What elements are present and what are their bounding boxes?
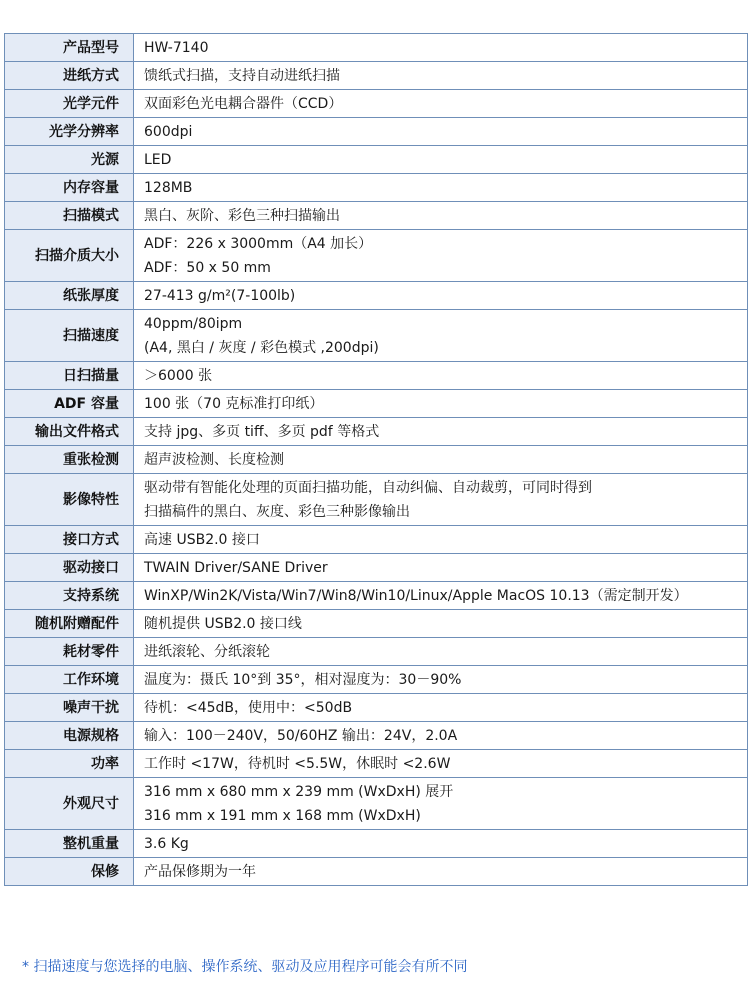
spec-label: 光源 [5,146,134,174]
spec-label: 随机附赠配件 [5,610,134,638]
spec-label: 整机重量 [5,830,134,858]
spec-row [5,310,748,362]
spec-value-line: 产品保修期为一年 [144,863,256,880]
spec-row [5,526,748,554]
spec-label: 光学元件 [5,90,134,118]
spec-row [5,174,748,202]
spec-value-line: (A4, 黑白 / 灰度 / 彩色模式 ,200dpi) [144,339,379,356]
spec-value-line: LED [144,151,172,168]
spec-value [134,610,748,638]
spec-row [5,230,748,282]
spec-label: 扫描速度 [5,310,134,362]
spec-table-body [5,34,748,886]
spec-value-line: 3.6 Kg [144,835,189,852]
spec-value-line: 进纸滚轮、分纸滚轮 [144,643,270,660]
spec-label: 扫描介质大小 [5,230,134,282]
spec-value [134,638,748,666]
spec-row [5,282,748,310]
spec-value [134,118,748,146]
spec-row [5,666,748,694]
spec-value-line: 工作时 <17W，待机时 <5.5W，休眠时 <2.6W [144,755,451,772]
spec-value-line: ＞6000 张 [144,367,213,384]
spec-label: 接口方式 [5,526,134,554]
spec-row [5,446,748,474]
spec-row [5,610,748,638]
spec-value-line: ADF：226 x 3000mm（A4 加长） [144,235,373,252]
spec-value [134,750,748,778]
spec-row [5,390,748,418]
spec-value-line: 600dpi [144,123,193,140]
spec-value-line: 双面彩色光电耦合器件（CCD） [144,95,343,112]
spec-label: 输出文件格式 [5,418,134,446]
spec-label: 纸张厚度 [5,282,134,310]
spec-row [5,722,748,750]
spec-row [5,146,748,174]
spec-label: 扫描模式 [5,202,134,230]
spec-value-line: TWAIN Driver/SANE Driver [144,559,328,576]
spec-label: 日扫描量 [5,362,134,390]
spec-value-line: HW-7140 [144,39,209,56]
spec-value-line: 100 张（70 克标准打印纸） [144,395,324,412]
spec-value [134,390,748,418]
spec-row [5,90,748,118]
spec-value-line: 支持 jpg、多页 tiff、多页 pdf 等格式 [144,423,380,440]
spec-value [134,694,748,722]
spec-value [134,230,748,282]
spec-row [5,418,748,446]
spec-value-line: 随机提供 USB2.0 接口线 [144,615,302,632]
spec-label: 电源规格 [5,722,134,750]
spec-row [5,750,748,778]
spec-value-line: 输入：100－240V，50/60HZ 输出：24V，2.0A [144,727,458,744]
spec-label: 噪声干扰 [5,694,134,722]
spec-value [134,34,748,62]
spec-label: 外观尺寸 [5,778,134,830]
spec-label: 光学分辨率 [5,118,134,146]
spec-label: 重张检测 [5,446,134,474]
spec-row [5,118,748,146]
spec-row [5,830,748,858]
spec-row [5,34,748,62]
spec-value-line: 27-413 g/m²(7-100lb) [144,287,296,304]
spec-value-line: WinXP/Win2K/Vista/Win7/Win8/Win10/Linux/Apple MacOS 10.13（需定制开发） [144,587,688,604]
spec-value [134,282,748,310]
spec-label: 功率 [5,750,134,778]
spec-label: 内存容量 [5,174,134,202]
spec-label: 工作环境 [5,666,134,694]
spec-value-line: 40ppm/80ipm [144,315,243,332]
spec-label: ADF 容量 [5,390,134,418]
spec-value-line: 馈纸式扫描，支持自动进纸扫描 [144,67,340,84]
spec-value-line: 黑白、灰阶、彩色三种扫描输出 [144,207,340,224]
spec-row [5,778,748,830]
spec-value [134,418,748,446]
spec-value [134,778,748,830]
spec-label: 驱动接口 [5,554,134,582]
spec-value [134,310,748,362]
spec-value-line: ADF：50 x 50 mm [144,259,271,276]
spec-row [5,638,748,666]
spec-value [134,474,748,526]
spec-value [134,582,748,610]
spec-value [134,90,748,118]
spec-value-line: 温度为：摄氏 10°到 35°，相对湿度为：30－90% [144,671,462,688]
spec-row [5,362,748,390]
spec-value [134,62,748,90]
spec-value [134,202,748,230]
footnote: * 扫描速度与您选择的电脑、操作系统、驱动及应用程序可能会有所不同 [22,959,468,975]
spec-label: 产品型号 [5,34,134,62]
spec-row [5,858,748,886]
spec-value-line: 驱动带有智能化处理的页面扫描功能，自动纠偏、自动裁剪，可同时得到 [144,479,592,496]
spec-label: 支持系统 [5,582,134,610]
spec-label: 影像特性 [5,474,134,526]
spec-value-line: 128MB [144,179,193,196]
spec-label: 进纸方式 [5,62,134,90]
spec-value [134,554,748,582]
spec-row [5,474,748,526]
spec-value-line: 316 mm x 191 mm x 168 mm (WxDxH) [144,807,421,824]
spec-value [134,666,748,694]
spec-value [134,174,748,202]
spec-label: 保修 [5,858,134,886]
spec-value [134,830,748,858]
spec-row [5,694,748,722]
spec-row [5,62,748,90]
spec-value-line: 316 mm x 680 mm x 239 mm (WxDxH) 展开 [144,783,454,800]
spec-table [4,33,748,886]
spec-value [134,362,748,390]
spec-label: 耗材零件 [5,638,134,666]
spec-value [134,526,748,554]
spec-value [134,722,748,750]
spec-value-line: 超声波检测、长度检测 [144,451,284,468]
spec-value-line: 待机：<45dB，使用中：<50dB [144,699,353,716]
spec-row [5,554,748,582]
spec-value [134,146,748,174]
spec-value-line: 高速 USB2.0 接口 [144,531,260,548]
spec-value-line: 扫描稿件的黑白、灰度、彩色三种影像输出 [144,503,410,520]
spec-row [5,582,748,610]
spec-value [134,858,748,886]
spec-value [134,446,748,474]
spec-row [5,202,748,230]
